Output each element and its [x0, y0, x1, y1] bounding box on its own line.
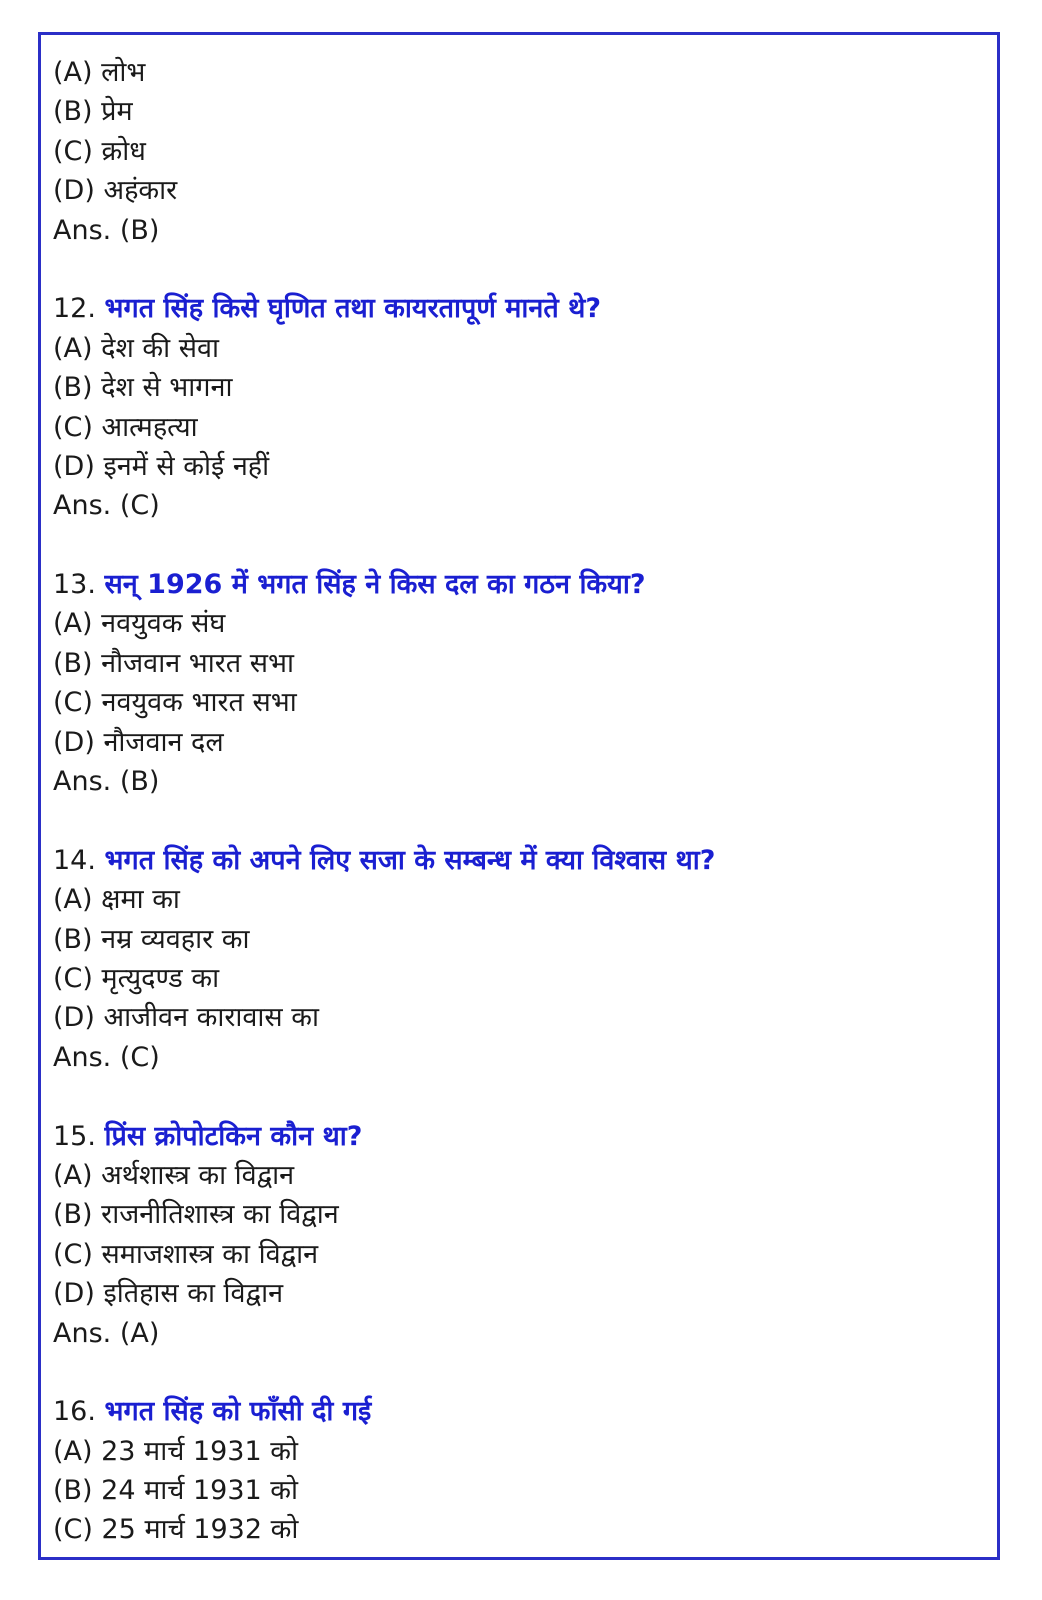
option-b: (B) नम्र व्यवहार का — [53, 923, 250, 955]
option-b: (B) 24 मार्च 1931 को — [53, 1475, 299, 1507]
spacer — [53, 1077, 985, 1116]
question-number: 16. — [53, 1396, 96, 1428]
option-a: (A) देश की सेवा — [53, 332, 219, 364]
option-a: (A) अर्थशास्त्र का विद्वान — [53, 1159, 295, 1191]
question-line — [53, 1392, 985, 1431]
option-a: (A) 23 मार्च 1931 को — [53, 1435, 298, 1467]
option-b: (B) देश से भागना — [53, 372, 233, 404]
option-d: (D) इनमें से कोई नहीं — [53, 450, 270, 482]
question-line — [53, 1117, 985, 1156]
question-line — [53, 841, 985, 880]
question-line — [53, 289, 985, 328]
spacer — [53, 1353, 985, 1392]
question-block-11 — [53, 53, 985, 250]
answer: Ans. (C) — [53, 490, 160, 522]
option-d: (D) इतिहास का विद्वान — [53, 1278, 284, 1310]
option-b: (B) प्रेम — [53, 96, 133, 128]
option-c: (C) नवयुवक भारत सभा — [53, 687, 297, 719]
question-number: 15. — [53, 1120, 96, 1152]
option-c: (C) क्रोध — [53, 135, 146, 167]
option-a: (A) क्षमा का — [53, 884, 180, 916]
question-block-14 — [53, 841, 985, 1077]
option-c: (C) आत्महत्या — [53, 411, 198, 443]
question-block-12 — [53, 289, 985, 525]
answer: Ans. (A) — [53, 1317, 160, 1349]
question-number: 14. — [53, 844, 96, 876]
option-b: (B) राजनीतिशास्त्र का विद्वान — [53, 1199, 339, 1231]
question-number: 13. — [53, 569, 96, 601]
answer: Ans. (C) — [53, 1041, 160, 1073]
option-a: (A) नवयुवक संघ — [53, 608, 226, 640]
question-text: भगत सिंह को फाँसी दी गई — [104, 1396, 372, 1428]
question-block-13 — [53, 565, 985, 801]
question-text: भगत सिंह किसे घृणित तथा कायरतापूर्ण मानते थे? — [104, 293, 602, 325]
spacer — [53, 801, 985, 840]
option-a: (A) लोभ — [53, 57, 146, 88]
question-text: सन् 1926 में भगत सिंह ने किस दल का गठन किया? — [104, 569, 646, 601]
spacer — [53, 526, 985, 565]
question-text: प्रिंस क्रोपोटकिन कौन था? — [104, 1120, 363, 1152]
option-d: (D) अहंकार — [53, 175, 178, 207]
answer: Ans. (B) — [53, 766, 160, 798]
quiz-content — [53, 53, 985, 1550]
option-b: (B) नौजवान भारत सभा — [53, 647, 294, 679]
question-line — [53, 565, 985, 604]
page-frame — [38, 32, 1000, 1560]
question-block-15 — [53, 1117, 985, 1353]
spacer — [53, 250, 985, 289]
option-c: (C) 25 मार्च 1932 को — [53, 1514, 299, 1546]
question-text: भगत सिंह को अपने लिए सजा के सम्बन्ध में क्या विश्वास था? — [104, 844, 716, 876]
option-c: (C) मृत्युदण्ड का — [53, 962, 220, 994]
option-d: (D) नौजवान दल — [53, 726, 224, 758]
option-d: (D) आजीवन कारावास का — [53, 1002, 319, 1034]
answer: Ans. (B) — [53, 214, 160, 246]
question-number: 12. — [53, 293, 96, 325]
question-block-16 — [53, 1392, 985, 1550]
option-c: (C) समाजशास्त्र का विद्वान — [53, 1238, 319, 1270]
